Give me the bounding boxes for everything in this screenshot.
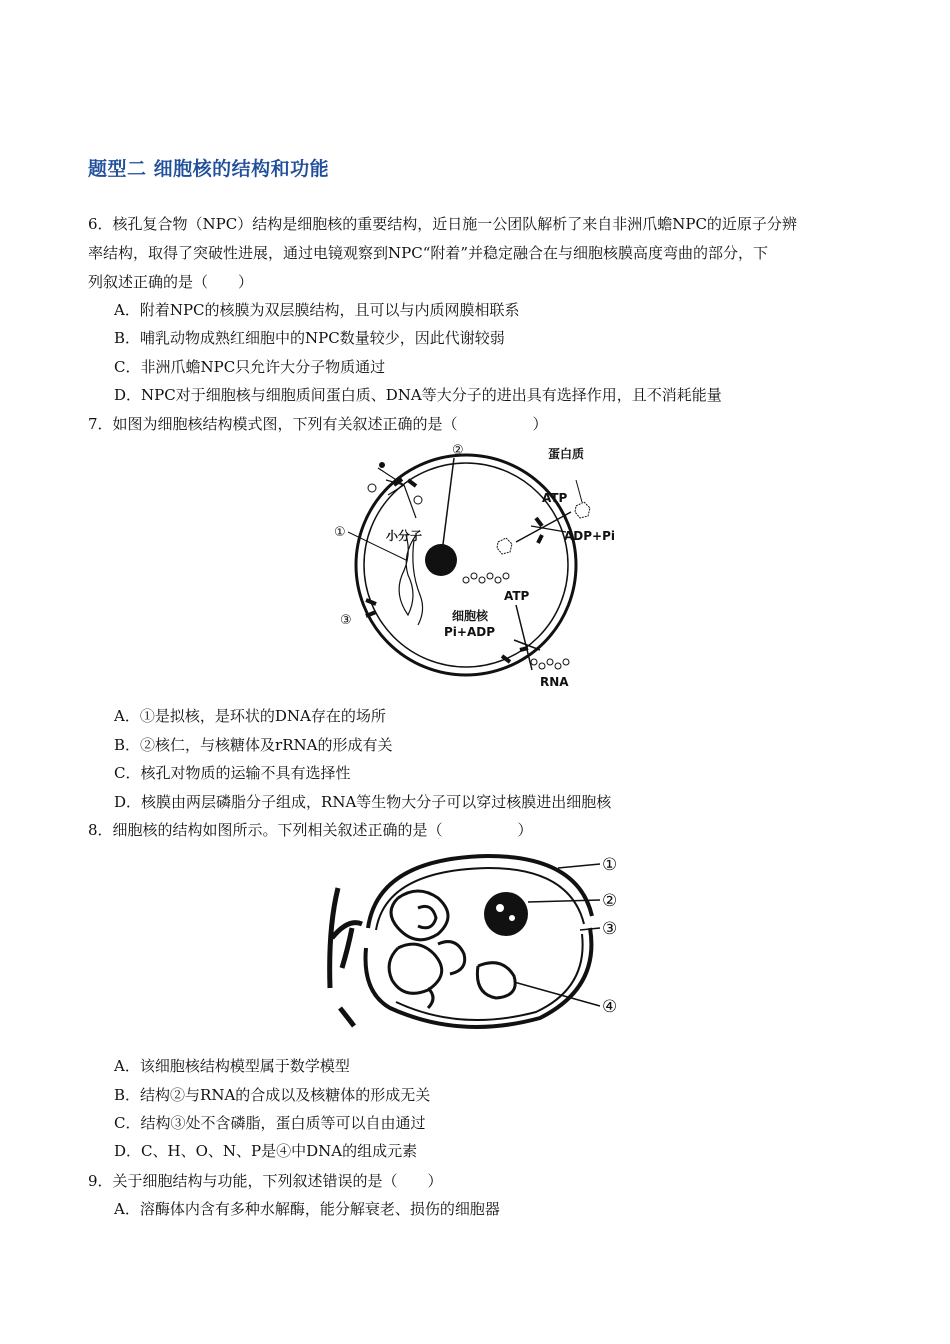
outer-envelope (368, 856, 592, 928)
q7-option-a: A．①是拟核，是环状的DNA存在的场所 (114, 707, 386, 725)
q7-option-b: B．②核仁，与核糖体及rRNA的形成有关 (114, 736, 393, 754)
q6-option-d: D．NPC对于细胞核与细胞质间蛋白质、DNA等大分子的进出具有选择作用，且不消耗能量 (114, 386, 722, 404)
inner-envelope (376, 868, 584, 930)
label-atp-bottom: ATP (504, 589, 530, 603)
q9-option-a: A．溶酶体内含有多种水解酶，能分解衰老、损伤的细胞器 (114, 1200, 500, 1218)
q6-stem-line2: 率结构，取得了突破性进展，通过电镜观察到NPC“附着”并稳定融合在与细胞核膜高度弯曲的部分，下 (88, 244, 769, 262)
nucleolus (484, 892, 528, 936)
q6-stem-line3: 列叙述正确的是（ ） (88, 273, 254, 291)
q8-option-b: B．结构②与RNA的合成以及核糖体的形成无关 (114, 1086, 431, 1104)
label-2: ② (452, 443, 464, 458)
nucleus-structure-figure (318, 848, 634, 1033)
outer-membrane (356, 455, 576, 675)
section-heading: 题型二 细胞核的结构和功能 (88, 158, 330, 180)
nucleus-transport-figure (326, 440, 626, 695)
label-adp-pi: ADP+Pi (564, 529, 616, 543)
q8-option-d: D．C、H、O、N、P是④中DNA的组成元素 (114, 1142, 418, 1160)
q6-option-b: B．哺乳动物成熟红细胞中的NPC数量较少，因此代谢较弱 (114, 329, 505, 347)
label-pi-adp: Pi+ADP (444, 625, 496, 639)
cell-fragments (330, 888, 362, 1026)
label-1: ① (602, 855, 618, 875)
q6-stem-line1: 6．核孔复合物（NPC）结构是细胞核的重要结构，近日施一公团队解析了来自非洲爪蟾NPC的近原子分辨 (88, 215, 797, 233)
q7-option-d: D．核膜由两层磷脂分子组成，RNA等生物大分子可以穿过核膜进出细胞核 (114, 793, 612, 811)
label-small-molecule: 小分子 (386, 529, 423, 543)
label-protein: 蛋白质 (548, 447, 585, 461)
label-atp-top: ATP (542, 491, 568, 505)
q8-stem: 8．细胞核的结构如图所示。下列相关叙述正确的是（ ） (88, 821, 533, 839)
label-3: ③ (602, 919, 618, 939)
protein-shape (575, 502, 590, 518)
label-1: ① (334, 525, 346, 540)
q8-option-a: A．该细胞核结构模型属于数学模型 (114, 1057, 350, 1075)
label-nucleus: 细胞核 (452, 609, 489, 623)
label-rna: RNA (540, 675, 569, 689)
q7-option-c: C．核孔对物质的运输不具有选择性 (114, 764, 351, 782)
label-2: ② (602, 891, 618, 911)
label-3: ③ (340, 613, 352, 628)
q6-option-a: A．附着NPC的核膜为双层膜结构，且可以与内质网膜相联系 (114, 301, 520, 319)
label-4: ④ (602, 997, 618, 1017)
q7-stem: 7．如图为细胞核结构模式图，下列有关叙述正确的是（ ） (88, 415, 548, 433)
q9-stem: 9．关于细胞结构与功能，下列叙述错误的是（ ） (88, 1172, 443, 1190)
q6-option-c: C．非洲爪蟾NPC只允许大分子物质通过 (114, 358, 386, 376)
q8-option-c: C．结构③处不含磷脂，蛋白质等可以自由通过 (114, 1114, 426, 1132)
